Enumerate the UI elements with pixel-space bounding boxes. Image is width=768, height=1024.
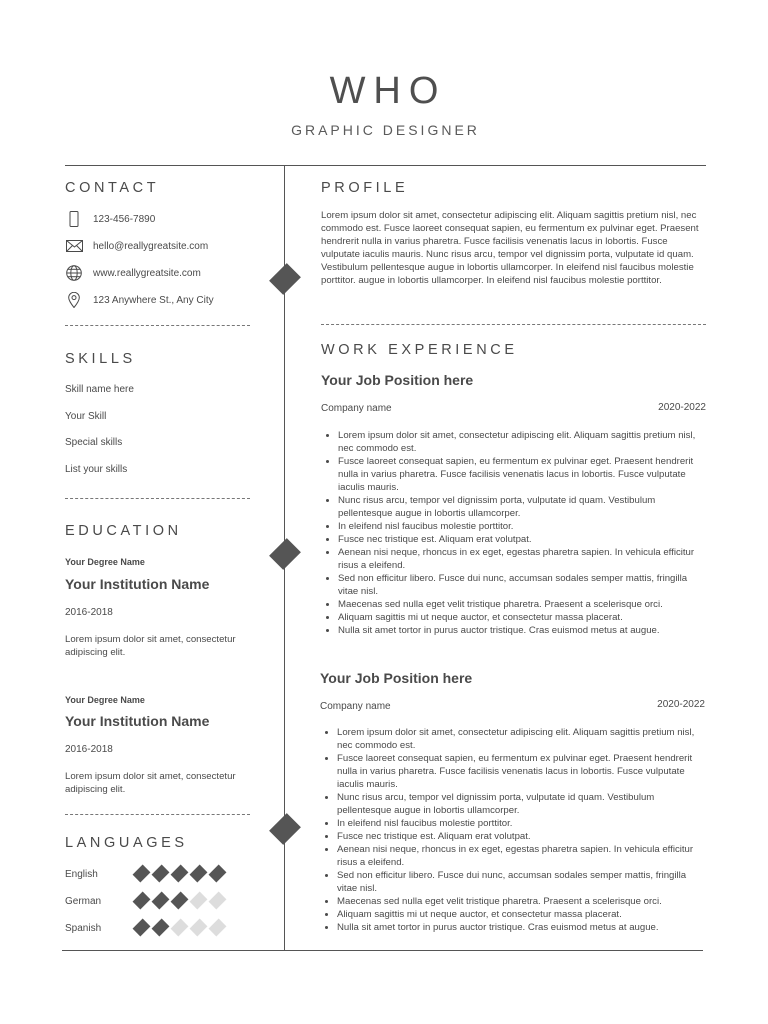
contact-email [65, 236, 275, 256]
mail-icon [65, 237, 83, 255]
job-bullet: • Maecenas sed nulla eget velit tristique pharetra. Praesent a scelerisque orci. [338, 598, 706, 611]
level-diamond-filled [170, 864, 189, 884]
skill-item: Special skills [65, 437, 123, 448]
job-bullet: • Maecenas sed nulla eget velit tristique pharetra. Praesent a scelerisque orci. [337, 895, 709, 908]
job-bullet: • In eleifend nisl faucibus molestie porttitor. [337, 817, 709, 830]
level-diamond-filled [132, 891, 151, 911]
job-bullet: • Fusce nec tristique est. Aliquam erat volutpat. [338, 533, 706, 546]
degree-name: Your Degree Name [65, 557, 145, 567]
skill-item: Skill name here [65, 384, 134, 395]
job-bullet: • Lorem ipsum dolor sit amet, consectetur adipiscing elit. Aliquam sagittis pretium nisl, nec commodo est. [338, 429, 706, 455]
skills-separator [65, 498, 250, 499]
level-diamond-filled [151, 864, 170, 884]
job-position: Your Job Position here [321, 372, 474, 388]
job-bullets [321, 429, 706, 637]
job-bullet: • Sed non efficitur libero. Fusce dui nunc, accumsan sodales semper mattis, fringilla vitae nisl. [338, 572, 706, 598]
location-pin-icon [65, 291, 83, 309]
contact-separator [65, 325, 250, 326]
bottom-divider [62, 950, 703, 951]
education-description: Lorem ipsum dolor sit amet, consectetur adipiscing elit. [65, 771, 236, 795]
education-separator [65, 814, 250, 815]
job-bullet: • Fusce laoreet consequat sapien, eu fermentum ex pulvinar eget. Praesent hendrerit nulla in varius pharetra. Fusce facilisis venenatis lacus in lobortis. Fusce vulputate iaculis mauris. [338, 455, 706, 494]
level-diamond-filled [170, 891, 189, 911]
language-name: Spanish [65, 922, 102, 934]
profile-text: Lorem ipsum dolor sit amet, consectetur adipiscing elit. Aliquam sagittis pretium nisl, nec commodo est. Fusce laoreet consequat sapien, eu fermentum ex pulvinar eget. Praesent hendrerit nulla in varius pharetra. Fusce facilisis venenatis lacus in lobortis. Fusce vulputate iaculis mauris. Nunc risus arcu, tempor vel dignissim porta, vulputate id quam. Vestibulum pellentesque augue in lobortis ullamcorper. In eleifend nisl faucibus molestie porttitor. augue in lobortis ullamcorper. In eleifend nisl faucibus molestie porttitor. [321, 210, 699, 286]
job-bullet: • Nunc risus arcu, tempor vel dignissim porta, vulputate id quam. Vestibulum pellentesque augue in lobortis ullamcorper. [337, 791, 709, 817]
job-bullet: • Aenean nisi neque, rhoncus in ex eget, egestas pharetra sapien. In vehicula efficitur risus a eleifend. [337, 843, 709, 869]
job-bullet: • Fusce nec tristique est. Aliquam erat volutpat. [337, 830, 709, 843]
divider-diamond-3 [275, 819, 295, 839]
company-name: Company name [321, 403, 392, 414]
level-diamond-empty [189, 918, 208, 938]
language-name: English [65, 868, 98, 880]
level-diamond-filled [132, 864, 151, 884]
level-diamond-empty [170, 918, 189, 938]
globe-icon [65, 264, 83, 282]
job-bullet: • Nunc risus arcu, tempor vel dignissim porta, vulputate id quam. Vestibulum pellentesque augue in lobortis ullamcorper. [338, 494, 706, 520]
contact-list [65, 209, 275, 310]
education-description: Lorem ipsum dolor sit amet, consectetur adipiscing elit. [65, 634, 236, 658]
contact-address [65, 290, 275, 310]
job-bullet: • Lorem ipsum dolor sit amet, consectetur adipiscing elit. Aliquam sagittis pretium nisl, nec commodo est. [337, 726, 709, 752]
level-diamond-filled [151, 918, 170, 938]
level-diamond-filled [132, 918, 151, 938]
job-bullet: • Nulla sit amet tortor in purus auctor tristique. Cras euismod metus at augue. [338, 624, 706, 637]
level-diamond-empty [189, 891, 208, 911]
education-years: 2016-2018 [65, 607, 113, 618]
candidate-name: WHO [329, 70, 447, 112]
job-bullet: • Nulla sit amet tortor in purus auctor tristique. Cras euismod metus at augue. [337, 921, 709, 934]
work-heading: WORK EXPERIENCE [321, 342, 518, 358]
contact-email-text: hello@reallygreatsite.com [93, 240, 209, 252]
divider-diamond-2 [275, 544, 295, 564]
phone-icon [65, 210, 83, 228]
top-divider [65, 165, 706, 166]
language-level [132, 918, 227, 939]
job-bullet: • Fusce laoreet consequat sapien, eu fermentum ex pulvinar eget. Praesent hendrerit nulla in varius pharetra. Fusce facilisis venenatis lacus in lobortis. Fusce vulputate iaculis mauris. [337, 752, 709, 791]
skill-item: List your skills [65, 464, 128, 475]
profile-separator [321, 324, 706, 325]
job-bullet: • Aliquam sagittis mi ut neque auctor, et consectetur massa placerat. [338, 611, 706, 624]
company-name: Company name [320, 701, 391, 712]
contact-address-text: 123 Anywhere St., Any City [93, 294, 214, 306]
job-years: 2020-2022 [657, 699, 705, 710]
skills-heading: SKILLS [65, 351, 136, 367]
language-row [65, 891, 275, 911]
job-position: Your Job Position here [320, 670, 473, 686]
contact-website [65, 263, 275, 283]
contact-heading: CONTACT [65, 180, 160, 196]
level-diamond-empty [208, 891, 227, 911]
job-bullet: • Sed non efficitur libero. Fusce dui nunc, accumsan sodales semper mattis, fringilla vitae nisl. [337, 869, 709, 895]
degree-name: Your Degree Name [65, 695, 145, 705]
job-years: 2020-2022 [658, 402, 706, 413]
level-diamond-filled [189, 864, 208, 884]
language-level [132, 891, 227, 912]
languages-heading: LANGUAGES [65, 835, 188, 851]
institution-name: Your Institution Name [65, 576, 210, 592]
language-row [65, 864, 275, 884]
language-level [132, 864, 227, 885]
institution-name: Your Institution Name [65, 713, 210, 729]
divider-diamond-1 [275, 269, 295, 289]
education-heading: EDUCATION [65, 523, 182, 539]
level-diamond-empty [208, 918, 227, 938]
job-bullet: • Aliquam sagittis mi ut neque auctor, et consectetur massa placerat. [337, 908, 709, 921]
contact-website-text: www.reallygreatsite.com [93, 267, 201, 279]
skill-item: Your Skill [65, 411, 107, 422]
job-bullet: • In eleifend nisl faucibus molestie porttitor. [338, 520, 706, 533]
languages-list [65, 864, 275, 938]
contact-phone [65, 209, 275, 229]
level-diamond-filled [151, 891, 170, 911]
contact-phone-text: 123-456-7890 [93, 213, 156, 225]
language-name: German [65, 895, 102, 907]
education-years: 2016-2018 [65, 744, 113, 755]
language-row [65, 918, 275, 938]
job-title: GRAPHIC DESIGNER [291, 122, 480, 138]
job-bullet: • Aenean nisi neque, rhoncus in ex eget, egestas pharetra sapien. In vehicula efficitur risus a eleifend. [338, 546, 706, 572]
job-bullets [320, 726, 709, 934]
profile-heading: PROFILE [321, 180, 409, 196]
level-diamond-filled [208, 864, 227, 884]
